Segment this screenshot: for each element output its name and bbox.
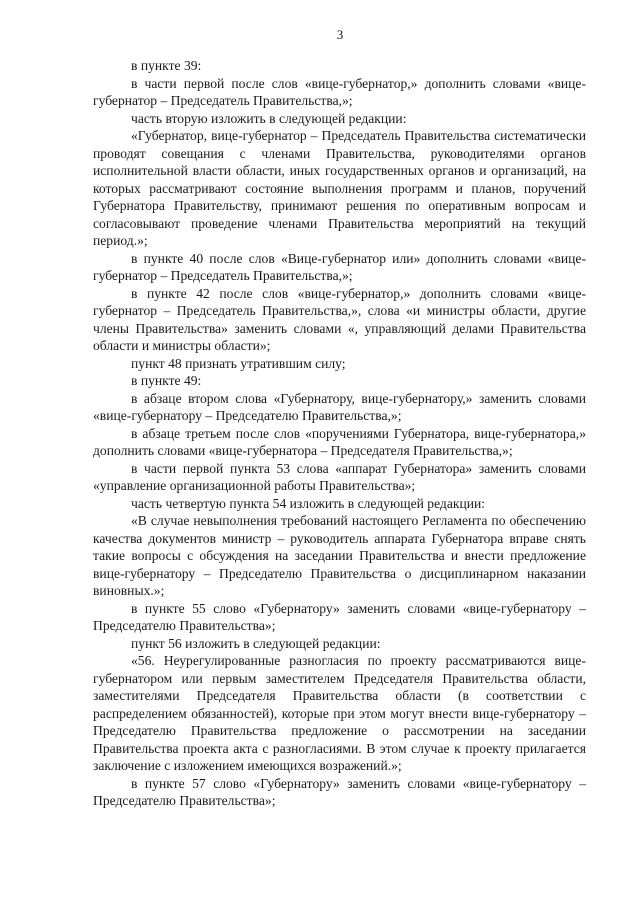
paragraph: пункт 56 изложить в следующей редакции:	[131, 635, 381, 651]
paragraph: в пункте 42 после слов «вице-губернатор,» дополнить словами «вице-губернатор – Председатель Правительства,», слова «и министры области, другие члены Правительства» заменить словами «, управляющий делами Правительства области и министры области»;	[93, 285, 586, 353]
paragraph: в пункте 49:	[131, 373, 202, 388]
paragraph: в пункте 40 после слов «Вице-губернатор или» дополнить словами «вице-губернатор – Председатель Правительства,»;	[93, 250, 586, 283]
document-body	[93, 57, 586, 810]
paragraph: в абзаце третьем после слов «поручениями Губернатора, вице-губернатора,» дополнить словами «вице-губернатора – Председателя Правительства,»;	[93, 425, 586, 458]
paragraph: часть четвертую пункта 54 изложить в следующей редакции:	[131, 495, 486, 511]
paragraph: в части первой пункта 53 слова «аппарат Губернатора» заменить словами «управление организационной работы Правительства»;	[93, 460, 586, 493]
paragraph: «Губернатор, вице-губернатор – Председатель Правительства систематически проводят совещания с членами Правительства, руководителями органов исполнительной власти области, иных государственных органов и организаций, на которых рассматривают состояние выполнения программ и планов, поручений Губернатора Правительству, принимают решения по оперативным вопросам и согласовывают проведение членами Правительства мероприятий на текущий период.»;	[93, 128, 586, 248]
paragraph: в пункте 57 слово «Губернатору» заменить словами «вице-губернатору – Председателю Правительства»;	[93, 775, 586, 808]
paragraph: «56. Неурегулированные разногласия по проекту рассматриваются вице-губернатором или первым заместителем Председателя Правительства области, заместителями Председателя Правительства области (в соответствии с распределением обязанностей), которые при этом могут внести вице-губернатору – Председателю Правительства предложение о рассмотрении на заседании Правительства проекта акта с разногласиями. В этом случае к проекту прилагается заключение с изложением имеющихся возражений.»;	[93, 653, 586, 773]
paragraph: в абзаце втором слова «Губернатору, вице-губернатору,» заменить словами «вице-губернатору – Председателю Правительства,»;	[93, 390, 586, 423]
paragraph: в пункте 55 слово «Губернатору» заменить словами «вице-губернатору – Председателю Правительства»;	[93, 600, 586, 633]
paragraph: в пункте 39:	[131, 58, 202, 73]
paragraph: часть вторую изложить в следующей редакции:	[131, 110, 407, 126]
paragraph: в части первой после слов «вице-губернатор,» дополнить словами «вице-губернатор – Председатель Правительства,»;	[93, 75, 586, 108]
paragraph: пункт 48 признать утратившим силу;	[131, 355, 346, 371]
paragraph: «В случае невыполнения требований настоящего Регламента по обеспечению качества документов министр – руководитель аппарата Губернатора вправе снять такие вопросы с обсуждения на заседании Правительства и внести предложение вице-губернатору – Председателю Правительства о дисциплинарном наказании виновных.»;	[93, 513, 586, 598]
page-number: 3	[336, 27, 344, 42]
